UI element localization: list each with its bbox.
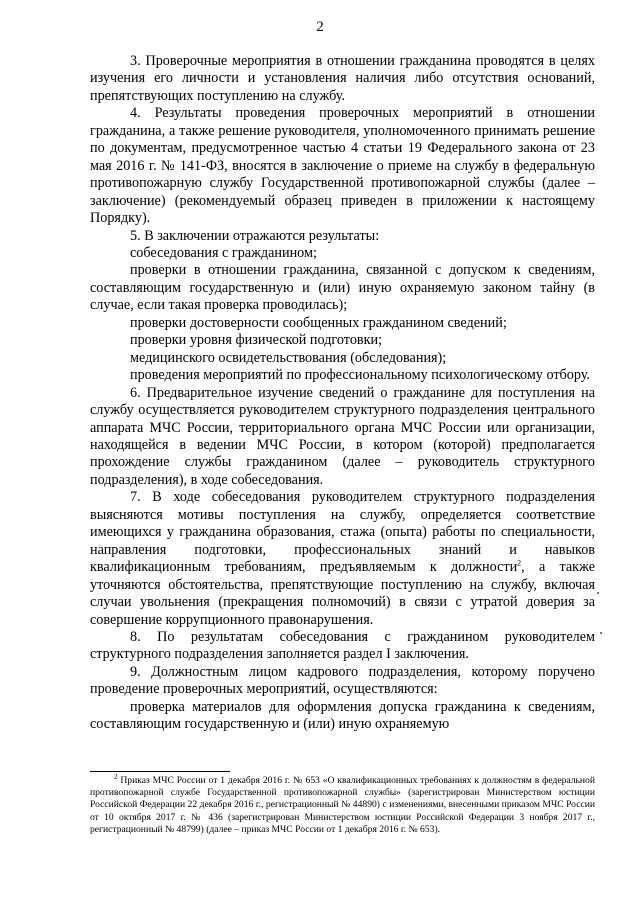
paragraph-7-text-continued: , а также уточняются обстоятельства, препятствующие поступлению на службу, включая случаи увольнения (прекращения полномочий) в связи с утратой доверия за совершение коррупционного правонарушения. [90,559,595,628]
footnote-separator [90,771,230,772]
list-item-medical-exam: медицинского освидетельствования (обследования); [130,349,447,366]
page-number: 2 [316,19,324,35]
list-item-clearance-materials: проверка материалов для оформления допуска гражданина к сведениям, составляющим государственную и (или) иную охраняемую [90,698,595,733]
paragraph-4: 4. Результаты проведения проверочных мероприятий в отношении гражданина, а также решение руководителя, уполномоченного принимать решение по документам, предусмотренное частью 4 статьи 19 Федерального закона от 23 мая 2016 г. № 141-ФЗ, вносятся в заключение о приеме на службу в федеральную противопожарную службу Государственной противопожарной службы (далее – заключение) (рекомендуемый образец приведен в приложении к настоящему Порядку). [90,105,595,227]
scan-speck [597,592,599,594]
footnote [90,772,595,836]
paragraph-3: 3. Проверочные мероприятия в отношении гражданина проводятся в целях изучения его личности и установления наличия либо отсутствия оснований, препятствующих поступлению на службу. [90,53,595,104]
document-body [90,53,595,734]
paragraph-5: 5. В заключении отражаются результаты: [130,227,380,244]
footnote-mark: 2 [114,772,118,781]
paragraph-8: 8. По результатам собеседования с гражданином руководителем структурного подразделения заполняется раздел I заключения. [90,628,595,663]
paragraph-9: 9. Должностным лицом кадрового подразделения, которому поручено проведение проверочных мероприятий, осуществляются: [90,663,595,698]
list-item-psych-selection: проведения мероприятий по профессиональному психологическому отбору. [130,367,590,384]
paragraph-6: 6. Предварительное изучение сведений о гражданине для поступления на службу осуществляется руководителем структурного подразделения центрального аппарата МЧС России, территориального органа МЧС России или организации, находящейся в ведении МЧС России, в котором (которой) предполагается прохождение службы гражданином (далее – руководитель структурного подразделения), в ходе собеседования. [90,384,595,488]
footnote-text: Приказ МЧС России от 1 декабря 2016 г. № 653 «О квалификационных требованиях к должностям в федеральной противопожарной службе Государственной противопожарной службы» (зарегистрирован Министерством юстиции Российской Федерации 22 декабря 2016 г., регистрационный № 44890) с изменениями, внесенными приказом МЧС России от 10 октября 2017 г. № 436 (зарегистрирован Министерством юстиции Российской Федерации 3 ноября 2017 г., регистрационный № 48799) (далее – приказ МЧС России от 1 декабря 2016 г. № 653). [90,775,595,835]
list-item-interview: собеседования с гражданином; [130,244,317,261]
list-item-physical-check: проверки уровня физической подготовки; [130,332,383,349]
list-item-data-verification: проверки достоверности сообщенных гражданином сведений; [130,314,507,331]
paragraph-7 [90,489,595,629]
scan-speck [600,632,602,634]
footnote-reference: 2 [517,558,522,568]
paragraph-7-text: 7. В ходе собеседования руководителем структурного подразделения выясняются мотивы поступления на службу, определяется соответствие имеющихся у гражданина образования, стажа (опыта) работы по специальности, направления подготовки, профессиональных знаний и навыков квалификационным требованиям, предъявляемым к должности [90,489,595,576]
list-item-clearance-check: проверки в отношении гражданина, связанной с допуском к сведениям, составляющим государственную и (или) иную охраняемую законом тайну (в случае, если такая проверка проводилась); [90,262,595,314]
